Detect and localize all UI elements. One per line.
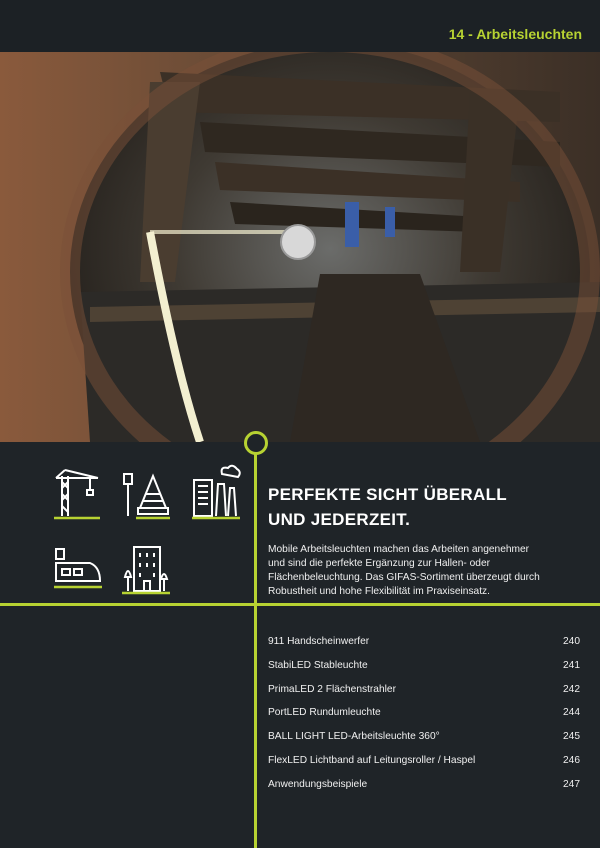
toc-item-label: PrimaLED 2 Flächenstrahler: [268, 683, 396, 695]
toc-item[interactable]: [268, 656, 580, 680]
toc-item-label: PortLED Rundumleuchte: [268, 707, 381, 719]
toc-item-label: FlexLED Lichtband auf Leitungsroller / Haspel: [268, 754, 476, 766]
intro-line-3: Flächenbeleuchtung. Das GIFAS-Sortiment überzeugt durch: [268, 572, 540, 583]
industry-icon: [190, 464, 242, 520]
toc-item-label: BALL LIGHT LED-Arbeitsleuchte 360°: [268, 731, 440, 743]
toc-item-page: 247: [563, 778, 580, 790]
headline-line-2: UND JEDERZEIT.: [268, 510, 411, 529]
toc-item[interactable]: [268, 703, 580, 727]
building-icon: [120, 543, 172, 595]
toc-item-page: 244: [563, 707, 580, 719]
toc-item-label: StabiLED Stableuchte: [268, 659, 368, 671]
toc-item-label: Anwendungsbeispiele: [268, 778, 368, 790]
intro-line-2: und sind die perfekte Ergänzung zur Hallen- oder: [268, 558, 490, 569]
intro-line-1: Mobile Arbeitsleuchten machen das Arbeiten angenehmer: [268, 544, 530, 555]
headline-line-1: PERFEKTE SICHT ÜBERALL: [268, 485, 507, 504]
accent-vertical-line: [254, 442, 257, 848]
intro-line-4: Robustheit und hohe Flexibilität im Praxiseinsatz.: [268, 586, 490, 597]
section-title: 14 - Arbeitsleuchten: [448, 26, 582, 42]
street-lamp-icon: [120, 468, 172, 520]
toc-item[interactable]: [268, 751, 580, 775]
toc-item-page: 240: [563, 636, 580, 647]
toc-item[interactable]: [268, 680, 580, 704]
intro-paragraph: [268, 543, 588, 599]
toc-item-label: 911 Handscheinwerfer: [268, 636, 370, 647]
sewer-tunnel-photo: [0, 52, 600, 442]
toc-item-page: 245: [563, 731, 580, 743]
toc-item[interactable]: [268, 775, 580, 799]
accent-circle: [244, 431, 268, 455]
toc-item-page: 242: [563, 683, 580, 695]
toc-item[interactable]: [268, 632, 580, 656]
toc-item-page: 241: [563, 659, 580, 671]
tunnel-illustration: [0, 52, 600, 442]
train-icon: [52, 543, 104, 593]
accent-horizontal-line: [0, 603, 600, 606]
toc-item-page: 246: [563, 754, 580, 766]
page-header: [0, 0, 600, 52]
toc-item[interactable]: [268, 727, 580, 751]
headline: [268, 482, 588, 532]
table-of-contents: [268, 632, 580, 799]
crane-icon: [52, 468, 102, 520]
